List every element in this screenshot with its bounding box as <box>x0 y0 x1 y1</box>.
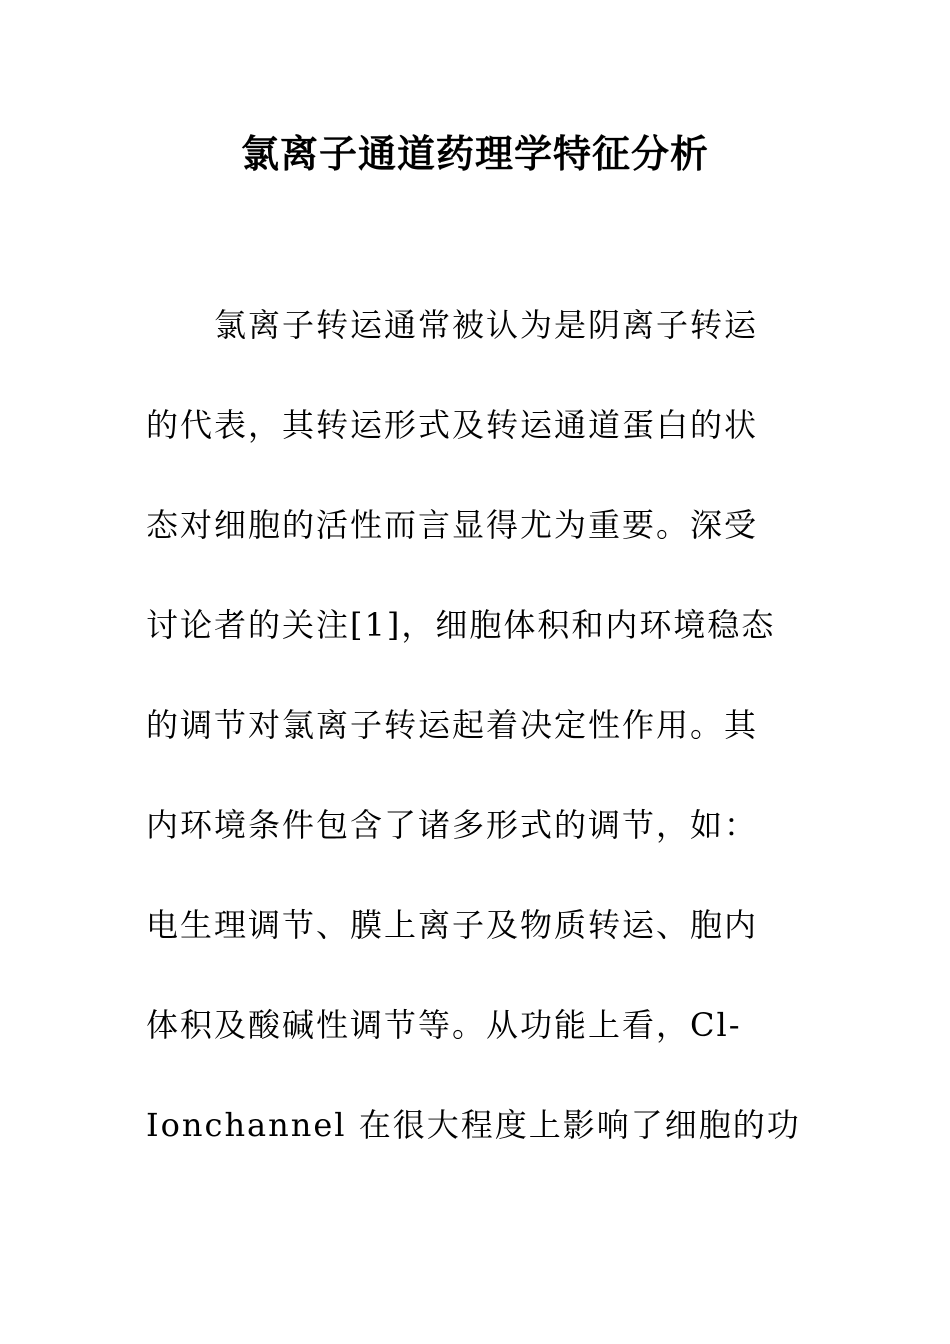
paragraph-line: Ionchannel 在很大程度上影响了细胞的功 <box>146 1106 801 1144</box>
paragraph-line: 体积及酸碱性调节等。从功能上看，Cl- <box>146 1006 742 1044</box>
paragraph-line: 氯离子转运通常被认为是阴离子转运 <box>214 306 759 344</box>
paragraph-line: 内环境条件包含了诸多形式的调节，如： <box>146 806 759 844</box>
paragraph-line: 电生理调节、膜上离子及物质转运、胞内 <box>146 906 759 944</box>
paragraph-line: 态对细胞的活性而言显得尤为重要。深受 <box>146 506 759 544</box>
document-title: 氯离子通道药理学特征分析 <box>240 132 709 176</box>
paragraph-line: 的调节对氯离子转运起着决定性作用。其 <box>146 706 759 744</box>
paragraph-line: 讨论者的关注[1]，细胞体积和内环境稳态 <box>146 606 776 644</box>
paragraph-line: 的代表，其转运形式及转运通道蛋白的状 <box>146 406 759 444</box>
